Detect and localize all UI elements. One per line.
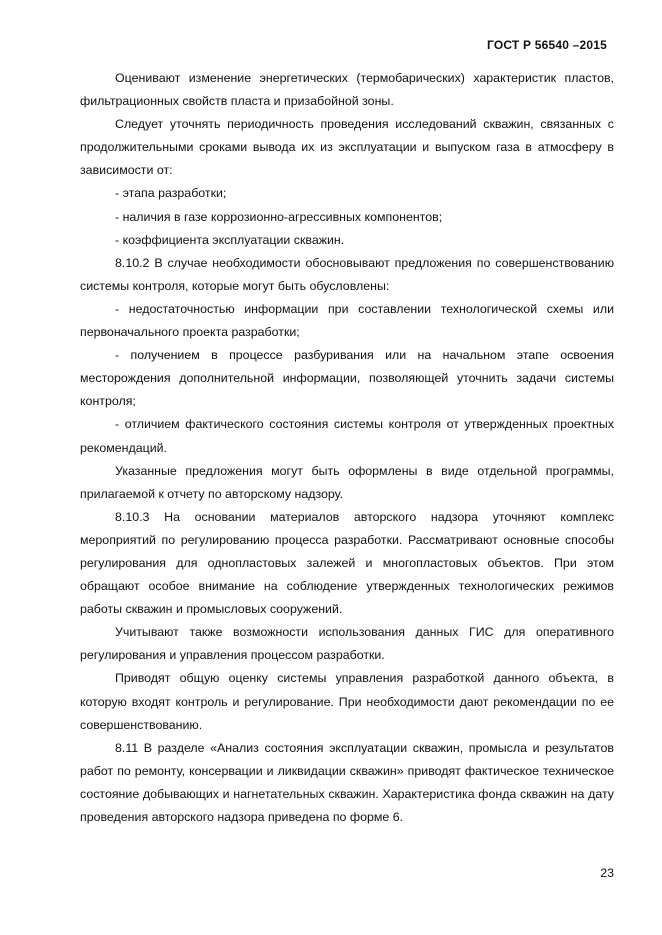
- clause-8-10-2: 8.10.2 В случае необходимости обосновывают предложения по совершенствованию системы контроля, которые могут быть обусловлены:: [80, 255, 614, 293]
- list-item: - получением в процессе разбуривания или на начальном этапе освоения месторождения дополнительной информации, позволяющей уточнить задачи системы контроля;: [80, 348, 614, 409]
- paragraph: Учитывают также возможности использования данных ГИС для оперативного регулирования и управления процессом разработки.: [80, 625, 614, 663]
- clause-8-11: 8.11 В разделе «Анализ состояния эксплуатации скважин, промысла и результатов работ по ремонту, консервации и ликвидации скважин» приводят фактическое техническое состояние добывающих и нагнетательных скважин. Характеристика фонда скважин на дату проведения авторского надзора приведена по форме 6.: [80, 740, 614, 824]
- document-body: [80, 67, 614, 829]
- list-item: - наличия в газе коррозионно-агрессивных компонентов;: [115, 209, 443, 224]
- paragraph: Оценивают изменение энергетических (термобарических) характеристик пластов, фильтрационных свойств пласта и призабойной зоны.: [80, 71, 614, 109]
- document-code-header: ГОСТ Р 56540 –2015: [486, 38, 607, 52]
- paragraph: Следует уточнять периодичность проведения исследований скважин, связанных с продолжительными сроками вывода их из эксплуатации и выпуском газа в атмосферу в зависимости от:: [80, 117, 614, 178]
- list-item: - недостаточностью информации при составлении технологической схемы или первоначального проекта разработки;: [80, 301, 614, 340]
- page-number: 23: [600, 866, 614, 880]
- paragraph: Приводят общую оценку системы управления разработкой данного объекта, в которую входят контроль и регулирование. При необходимости дают рекомендации по ее совершенствованию.: [80, 671, 614, 732]
- paragraph: Указанные предложения могут быть оформлены в виде отдельной программы, прилагаемой к отчету по авторскому надзору.: [80, 463, 614, 501]
- list-item: - этапа разработки;: [115, 186, 227, 201]
- list-item: - коэффициента эксплуатации скважин.: [115, 232, 345, 247]
- clause-8-10-3: 8.10.3 На основании материалов авторского надзора уточняют комплекс мероприятий по регулированию процесса разработки. Рассматривают основные способы регулирования для однопластовых залежей и многопластовых объектов. При этом обращают особое внимание на соблюдение утвержденных технологических режимов работы скважин и промысловых сооружений.: [80, 509, 614, 617]
- list-item: - отличием фактического состояния системы контроля от утвержденных проектных рекомендаций.: [80, 417, 614, 455]
